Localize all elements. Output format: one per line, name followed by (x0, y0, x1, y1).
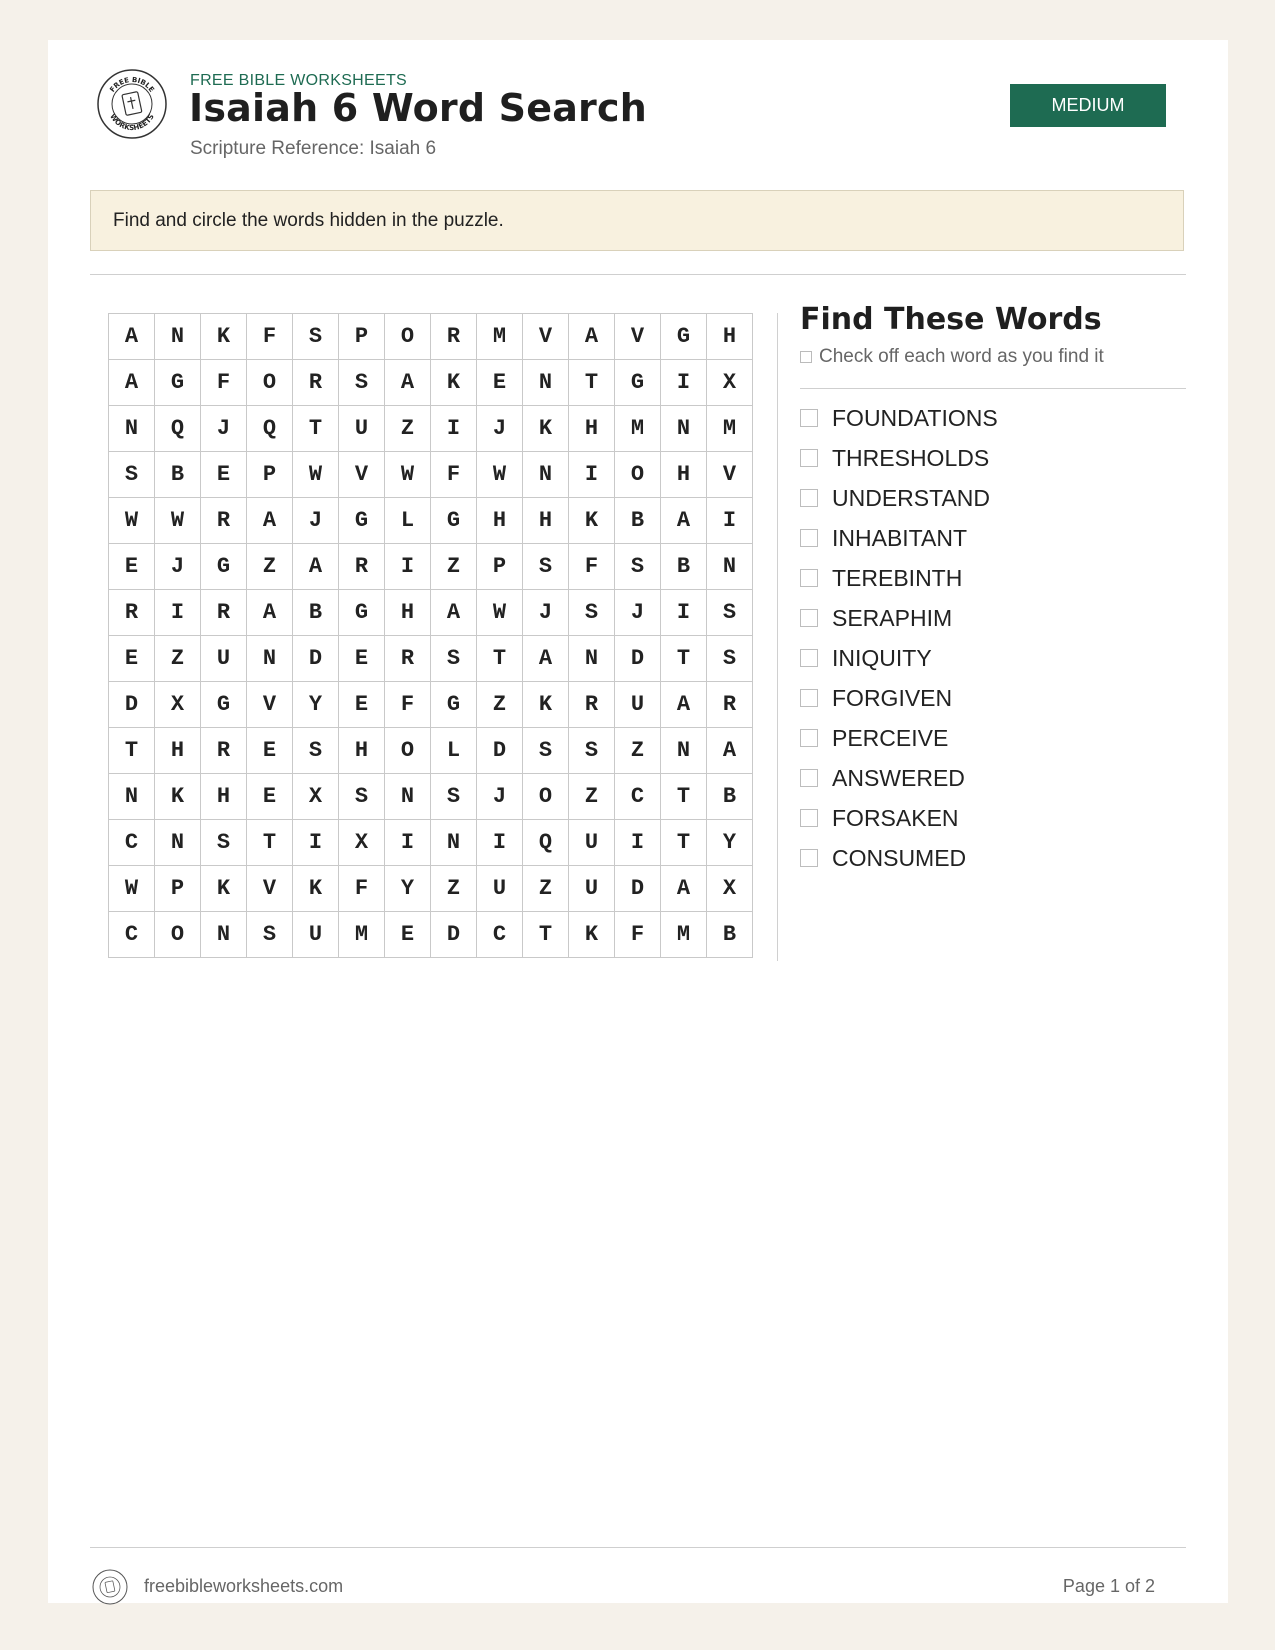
grid-cell: Q (523, 820, 569, 866)
grid-cell: G (431, 682, 477, 728)
word-list (800, 398, 998, 878)
grid-cell: N (661, 728, 707, 774)
grid-cell: N (661, 406, 707, 452)
grid-cell: B (707, 912, 753, 958)
grid-cell: E (247, 774, 293, 820)
grid-cell: S (109, 452, 155, 498)
grid-cell: E (109, 544, 155, 590)
grid-cell: A (293, 544, 339, 590)
grid-cell: T (247, 820, 293, 866)
grid-cell: N (431, 820, 477, 866)
grid-cell: A (707, 728, 753, 774)
grid-cell: W (109, 498, 155, 544)
grid-cell: J (523, 590, 569, 636)
word-label: INIQUITY (832, 644, 932, 671)
grid-cell: W (477, 452, 523, 498)
grid-cell: V (615, 314, 661, 360)
grid-cell: A (569, 314, 615, 360)
grid-cell: I (431, 406, 477, 452)
grid-cell: K (293, 866, 339, 912)
grid-cell: S (339, 774, 385, 820)
grid-cell: A (247, 498, 293, 544)
word-checkbox[interactable] (800, 689, 818, 707)
word-list-subtitle (800, 346, 1104, 368)
grid-row (109, 820, 753, 866)
grid-cell: H (707, 314, 753, 360)
grid-cell: U (201, 636, 247, 682)
grid-cell: J (155, 544, 201, 590)
grid-cell: T (661, 820, 707, 866)
grid-cell: S (707, 636, 753, 682)
grid-cell: R (707, 682, 753, 728)
word-label: FORSAKEN (832, 804, 959, 831)
grid-cell: M (477, 314, 523, 360)
grid-row (109, 728, 753, 774)
word-label: PERCEIVE (832, 724, 949, 751)
grid-cell: E (385, 912, 431, 958)
word-list-item[interactable] (800, 558, 998, 598)
word-label: CONSUMED (832, 844, 967, 871)
word-list-item[interactable] (800, 478, 998, 518)
instructions-text: Find and circle the words hidden in the puzzle. (113, 209, 504, 231)
word-checkbox[interactable] (800, 609, 818, 627)
grid-cell: O (385, 314, 431, 360)
grid-cell: H (201, 774, 247, 820)
grid-cell: Z (385, 406, 431, 452)
grid-row (109, 590, 753, 636)
grid-cell: Y (293, 682, 339, 728)
grid-cell: S (339, 360, 385, 406)
word-list-item[interactable] (800, 798, 998, 838)
footer-logo-icon (92, 1569, 128, 1605)
grid-cell: C (109, 912, 155, 958)
grid-cell: Z (247, 544, 293, 590)
grid-cell: R (339, 544, 385, 590)
grid-cell: Y (385, 866, 431, 912)
grid-cell: H (661, 452, 707, 498)
grid-cell: A (109, 314, 155, 360)
word-list-item[interactable] (800, 838, 998, 878)
grid-row (109, 544, 753, 590)
grid-cell: H (339, 728, 385, 774)
grid-cell: S (293, 728, 339, 774)
grid-cell: X (707, 866, 753, 912)
grid-cell: K (523, 406, 569, 452)
grid-cell: G (201, 682, 247, 728)
grid-cell: M (707, 406, 753, 452)
grid-cell: T (523, 912, 569, 958)
grid-cell: U (477, 866, 523, 912)
grid-cell: J (293, 498, 339, 544)
grid-cell: M (661, 912, 707, 958)
grid-cell: D (431, 912, 477, 958)
grid-cell: S (201, 820, 247, 866)
svg-text:WORKSHEETS: WORKSHEETS (108, 112, 156, 133)
grid-cell: N (523, 360, 569, 406)
grid-cell: N (109, 774, 155, 820)
grid-cell: R (201, 498, 247, 544)
grid-cell: T (293, 406, 339, 452)
grid-cell: I (385, 820, 431, 866)
grid-cell: H (477, 498, 523, 544)
grid-cell: P (155, 866, 201, 912)
grid-cell: N (155, 314, 201, 360)
grid-cell: Y (707, 820, 753, 866)
grid-cell: V (247, 682, 293, 728)
word-list-item[interactable] (800, 398, 998, 438)
grid-cell: S (615, 544, 661, 590)
grid-row (109, 406, 753, 452)
grid-cell: A (661, 866, 707, 912)
grid-cell: S (523, 544, 569, 590)
grid-cell: Z (523, 866, 569, 912)
grid-cell: H (385, 590, 431, 636)
word-label: SERAPHIM (832, 604, 953, 631)
grid-cell: R (201, 728, 247, 774)
grid-row (109, 636, 753, 682)
grid-cell: U (293, 912, 339, 958)
grid-cell: X (339, 820, 385, 866)
grid-cell: V (247, 866, 293, 912)
word-list-item[interactable] (800, 438, 998, 478)
footer-divider (90, 1547, 1186, 1548)
grid-cell: K (569, 498, 615, 544)
word-label: FORGIVEN (832, 684, 953, 711)
grid-cell: R (201, 590, 247, 636)
grid-cell: G (661, 314, 707, 360)
site-label: FREE BIBLE WORKSHEETS (190, 72, 408, 89)
grid-row (109, 774, 753, 820)
grid-cell: X (155, 682, 201, 728)
word-list-item[interactable] (800, 518, 998, 558)
grid-cell: R (293, 360, 339, 406)
grid-cell: U (569, 866, 615, 912)
grid-cell: H (523, 498, 569, 544)
word-checkbox[interactable] (800, 729, 818, 747)
grid-cell: B (661, 544, 707, 590)
grid-cell: L (385, 498, 431, 544)
grid-row (109, 452, 753, 498)
grid-cell: I (477, 820, 523, 866)
grid-cell: D (477, 728, 523, 774)
grid-row (109, 682, 753, 728)
grid-cell: Z (615, 728, 661, 774)
grid-cell: G (431, 498, 477, 544)
grid-cell: O (385, 728, 431, 774)
grid-cell: N (385, 774, 431, 820)
word-list-item[interactable] (800, 678, 998, 718)
grid-cell: H (569, 406, 615, 452)
grid-cell: O (247, 360, 293, 406)
grid-cell: N (155, 820, 201, 866)
grid-cell: Q (155, 406, 201, 452)
grid-row (109, 498, 753, 544)
difficulty-badge: MEDIUM (1010, 84, 1166, 127)
grid-cell: N (707, 544, 753, 590)
grid-cell: I (661, 590, 707, 636)
grid-cell: T (661, 636, 707, 682)
grid-cell: C (109, 820, 155, 866)
divider (90, 274, 1186, 275)
grid-cell: B (293, 590, 339, 636)
grid-cell: B (155, 452, 201, 498)
grid-cell: T (569, 360, 615, 406)
grid-cell: N (109, 406, 155, 452)
grid-cell: U (339, 406, 385, 452)
grid-cell: U (615, 682, 661, 728)
word-checkbox[interactable] (800, 809, 818, 827)
grid-cell: P (339, 314, 385, 360)
grid-cell: A (385, 360, 431, 406)
grid-cell: F (201, 360, 247, 406)
logo-icon (96, 68, 168, 140)
grid-cell: N (247, 636, 293, 682)
word-checkbox[interactable] (800, 649, 818, 667)
grid-cell: P (247, 452, 293, 498)
grid-cell: G (339, 590, 385, 636)
grid-cell: G (615, 360, 661, 406)
grid-cell: M (615, 406, 661, 452)
vertical-divider (777, 313, 778, 961)
grid-cell: Z (569, 774, 615, 820)
grid-cell: A (661, 682, 707, 728)
word-list-item[interactable] (800, 758, 998, 798)
grid-cell: E (339, 682, 385, 728)
page-number: Page 1 of 2 (1062, 1576, 1155, 1596)
grid-cell: R (109, 590, 155, 636)
word-checkbox[interactable] (800, 769, 818, 787)
grid-cell: S (431, 636, 477, 682)
grid-cell: C (477, 912, 523, 958)
grid-cell: Z (431, 866, 477, 912)
grid-row (109, 314, 753, 360)
grid-cell: F (339, 866, 385, 912)
word-list-item[interactable] (800, 598, 998, 638)
grid-cell: I (293, 820, 339, 866)
grid-cell: W (293, 452, 339, 498)
grid-cell: F (431, 452, 477, 498)
grid-cell: S (293, 314, 339, 360)
word-checkbox[interactable] (800, 489, 818, 507)
grid-cell: G (155, 360, 201, 406)
grid-cell: A (661, 498, 707, 544)
worksheet-page (48, 40, 1228, 1603)
word-list-title: Find These Words (800, 302, 1102, 337)
grid-cell: Q (247, 406, 293, 452)
grid-cell: K (201, 314, 247, 360)
grid-cell: X (293, 774, 339, 820)
grid-cell: I (569, 452, 615, 498)
word-checkbox[interactable] (800, 849, 818, 867)
word-label: TEREBINTH (832, 564, 963, 591)
word-label: INHABITANT (832, 524, 968, 551)
grid-cell: N (523, 452, 569, 498)
grid-cell: I (385, 544, 431, 590)
grid-cell: J (477, 774, 523, 820)
grid-cell: W (477, 590, 523, 636)
grid-cell: S (523, 728, 569, 774)
grid-cell: S (431, 774, 477, 820)
grid-cell: K (523, 682, 569, 728)
grid-cell: R (385, 636, 431, 682)
grid-cell: T (477, 636, 523, 682)
grid-cell: K (569, 912, 615, 958)
word-checkbox[interactable] (800, 569, 818, 587)
grid-cell: R (569, 682, 615, 728)
grid-cell: Z (477, 682, 523, 728)
instructions-box (90, 190, 1184, 251)
word-list-subtitle-text: Check off each word as you find it (819, 346, 1104, 367)
page-title: Isaiah 6 Word Search (189, 86, 647, 130)
svg-text:FREE BIBLE: FREE BIBLE (108, 75, 156, 94)
grid-cell: W (385, 452, 431, 498)
grid-cell: E (247, 728, 293, 774)
grid-cell: Z (155, 636, 201, 682)
grid-cell: I (661, 360, 707, 406)
grid-row (109, 360, 753, 406)
grid-row (109, 866, 753, 912)
grid-cell: E (201, 452, 247, 498)
grid-cell: O (523, 774, 569, 820)
grid-cell: E (339, 636, 385, 682)
grid-cell: V (339, 452, 385, 498)
grid-cell: F (569, 544, 615, 590)
grid-cell: S (707, 590, 753, 636)
grid-cell: D (109, 682, 155, 728)
grid-cell: S (247, 912, 293, 958)
grid-cell: B (615, 498, 661, 544)
word-checkbox[interactable] (800, 449, 818, 467)
grid-cell: N (569, 636, 615, 682)
word-label: FOUNDATIONS (832, 404, 998, 431)
divider (800, 388, 1186, 389)
grid-cell: L (431, 728, 477, 774)
grid-cell: O (615, 452, 661, 498)
grid-cell: M (339, 912, 385, 958)
grid-row (109, 912, 753, 958)
grid-cell: A (523, 636, 569, 682)
grid-cell: G (339, 498, 385, 544)
word-list-item[interactable] (800, 718, 998, 758)
grid-cell: K (431, 360, 477, 406)
word-list-item[interactable] (800, 638, 998, 678)
grid-cell: Z (431, 544, 477, 590)
grid-cell: C (615, 774, 661, 820)
grid-cell: A (247, 590, 293, 636)
grid-cell: A (431, 590, 477, 636)
grid-cell: I (707, 498, 753, 544)
grid-cell: T (661, 774, 707, 820)
grid-cell: U (569, 820, 615, 866)
grid-cell: A (109, 360, 155, 406)
grid-cell: B (707, 774, 753, 820)
grid-cell: S (569, 590, 615, 636)
grid-cell: N (201, 912, 247, 958)
grid-cell: I (155, 590, 201, 636)
grid-cell: W (109, 866, 155, 912)
grid-cell: I (615, 820, 661, 866)
grid-cell: D (293, 636, 339, 682)
grid-cell: D (615, 636, 661, 682)
grid-cell: D (615, 866, 661, 912)
grid-cell: X (707, 360, 753, 406)
scripture-reference: Scripture Reference: Isaiah 6 (190, 138, 437, 159)
grid-cell: V (523, 314, 569, 360)
word-search-grid (108, 313, 753, 958)
word-label: UNDERSTAND (832, 484, 991, 511)
grid-cell: G (201, 544, 247, 590)
word-checkbox[interactable] (800, 409, 818, 427)
grid-cell: F (615, 912, 661, 958)
grid-cell: K (155, 774, 201, 820)
grid-cell: K (201, 866, 247, 912)
word-label: ANSWERED (832, 764, 965, 791)
grid-cell: T (109, 728, 155, 774)
grid-cell: F (385, 682, 431, 728)
word-label: THRESHOLDS (832, 444, 990, 471)
checkbox-icon (800, 351, 812, 363)
grid-cell: P (477, 544, 523, 590)
word-checkbox[interactable] (800, 529, 818, 547)
grid-cell: E (477, 360, 523, 406)
grid-cell: S (569, 728, 615, 774)
grid-cell: W (155, 498, 201, 544)
grid-cell: F (247, 314, 293, 360)
grid-cell: R (431, 314, 477, 360)
grid-cell: E (109, 636, 155, 682)
grid-cell: J (201, 406, 247, 452)
grid-cell: O (155, 912, 201, 958)
grid-cell: V (707, 452, 753, 498)
footer-site: freebibleworksheets.com (144, 1576, 344, 1596)
grid-cell: H (155, 728, 201, 774)
grid-cell: J (477, 406, 523, 452)
grid-cell: J (615, 590, 661, 636)
